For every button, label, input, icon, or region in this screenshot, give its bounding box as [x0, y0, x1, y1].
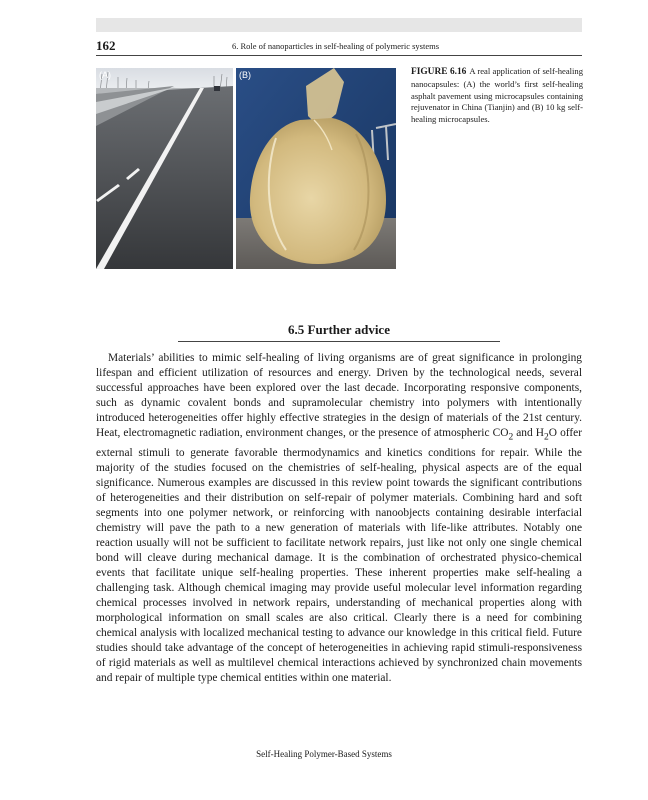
footer-book-title: Self-Healing Polymer-Based Systems — [256, 749, 392, 759]
header-rule — [96, 55, 582, 56]
figure-caption — [411, 66, 583, 126]
h2o-subscript: 2 — [544, 432, 549, 443]
co2-subscript: 2 — [508, 432, 514, 443]
h2o-formula — [535, 427, 557, 443]
pavement-illustration — [96, 68, 233, 269]
co2-formula — [492, 427, 514, 443]
co2-base: CO — [492, 427, 509, 440]
figure-photo-microcapsule-bag — [236, 68, 396, 269]
microcapsule-bag-illustration — [236, 68, 396, 269]
h2o-rest: O — [548, 427, 557, 440]
page-number: 162 — [96, 38, 116, 53]
figure-photo-pavement — [96, 68, 233, 269]
section-heading: 6.5 Further advice — [288, 322, 390, 337]
h2o-base: H — [535, 427, 545, 440]
header-bar — [96, 18, 582, 32]
body-text-part-1: Materials’ abilities to mimic self-healing of living organisms are of great significance in prolonging lifespan and efficient utilization of resources and energy. Driven by the technological needs, several successful approaches have been explored over the last decade. Incorporating responsive components, such as dynamic covalent bonds and supramolecular chemistry into polymers with intentionally introduced heterogeneities offer highly effective strategies in the design of materials of the 21st century. Heat, electromagnetic radiation, environment changes, or the presence of atmospheric — [96, 352, 582, 440]
panel-b-label: (B) — [239, 70, 251, 80]
body-paragraph — [96, 351, 582, 686]
panel-a-label: (A) — [99, 70, 111, 80]
figure-caption-text: A real application of self-healing nanocapsules: (A) the world’s first self-healing asphalt pavement using microcapsules containing rejuvenator in China (Tianjin) and (B) 10 kg self-healing microcapsules. — [411, 66, 584, 125]
running-head: 6. Role of nanoparticles in self-healing of polymeric systems — [232, 41, 440, 51]
figure-label: FIGURE 6.16 — [411, 67, 467, 77]
body-text-conjunction: and — [513, 427, 536, 440]
body-text-part-2: offer external stimuli to generate favorable thermodynamics and kinetics conditions for repair. While the majority of the studies focused on the chemistries of self-healing, physical aspects are of the equal significance. Numerous examples are discussed in this review point towards the significant contributions of heterogeneities and their distribution on self-repair of polymer materials. Combining hard and soft segments into one polymer network, or reinforcing with nanoobjects containing desirable interfacial chemistry will pave the path to a new generation of materials with life-like attributes. Notably one reaction usually will not be sufficient to facilitate network repairs, just like not only one single chemical bond will cleave during mechanical damage. It is the combination of orchestrated physico-chemical events that facilitate unique self-healing properties. These inherent properties make self-healing a challenging task. Although chemical imaging may provide useful molecular level information regarding chemical processes involved in network repairs, understanding of mechanical properties along with morphological information on small scales are also critical. Clearly there is a need for combining chemical analysis with localized mechanical testing to advance our knowledge in this critical field. Future studies should take advantage of the concept of heterogeneities in achieving rapid stimuli-responsiveness of rigid materials as well as multilevel chemical interactions achieved by synchronized chain movements and repair of multiple type chemical entities within one material. — [96, 427, 582, 685]
section-rule — [178, 341, 500, 342]
